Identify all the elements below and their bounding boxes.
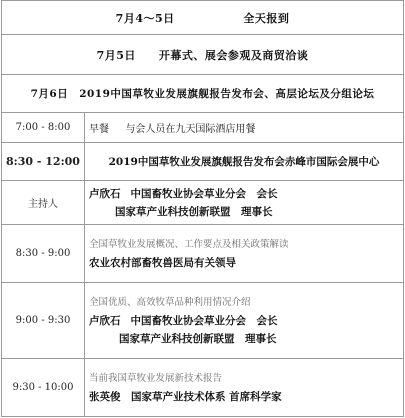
july5-text: 7月5日 开幕式、展会参观及商贸洽谈 <box>2 35 404 75</box>
registration-date: 7月4～5日 <box>115 11 175 25</box>
registration-event: 全天报到 <box>243 11 290 25</box>
host-role-1: 中国畜牧业协会草业分会 会长 <box>130 187 278 200</box>
host-name: 卢欣石 <box>89 187 121 200</box>
varieties-speaker-role-2: 国家草产业科技创新联盟 理事长 <box>119 332 277 345</box>
varieties-speaker-name: 卢欣石 <box>89 314 121 327</box>
row-host <box>2 181 404 225</box>
breakfast-label: 早餐 <box>89 124 109 135</box>
varieties-topic: 全国优质、高效牧草品种利用情况介绍 <box>89 296 251 308</box>
row-registration <box>2 1 404 35</box>
row-july6 <box>2 75 404 113</box>
policy-speaker: 农业农村部畜牧兽医局有关领导 <box>89 256 236 269</box>
row-ceremony <box>2 143 404 181</box>
technology-topic: 当前我国草牧业发展新技术报告 <box>89 372 223 384</box>
policy-topic: 全国草牧业发展概况、工作要点及相关政策解读 <box>89 238 289 250</box>
row-technology <box>2 359 404 417</box>
july6-text: 7月6日 2019中国草牧业发展旗舰报告发布会、高层论坛及分组论坛 <box>2 75 404 113</box>
breakfast-detail: 与会人员在九天国际酒店用餐 <box>125 124 256 135</box>
row-varieties <box>2 283 404 359</box>
row-breakfast <box>2 113 404 143</box>
schedule-table <box>1 0 404 417</box>
policy-time: 8:30 - 9:00 <box>2 225 85 283</box>
technology-time: 9:30 - 10:00 <box>2 359 85 417</box>
breakfast-time: 7:00 - 8:00 <box>2 113 85 143</box>
technology-speaker: 张英俊 国家草产业技术体系 首席科学家 <box>89 390 282 403</box>
host-label: 主持人 <box>2 181 85 225</box>
host-role-2: 国家草产业科技创新联盟 理事长 <box>115 205 273 218</box>
varieties-speaker-role-1: 中国畜牧业协会草业分会 会长 <box>130 314 278 327</box>
varieties-time: 9:00 - 9:30 <box>2 283 85 359</box>
row-july5 <box>2 35 404 75</box>
ceremony-title: 2019中国草牧业发展旗舰报告发布会赤峰市国际会展中心 <box>85 143 404 181</box>
row-policy <box>2 225 404 283</box>
ceremony-time: 8:30 - 12:00 <box>2 143 85 181</box>
